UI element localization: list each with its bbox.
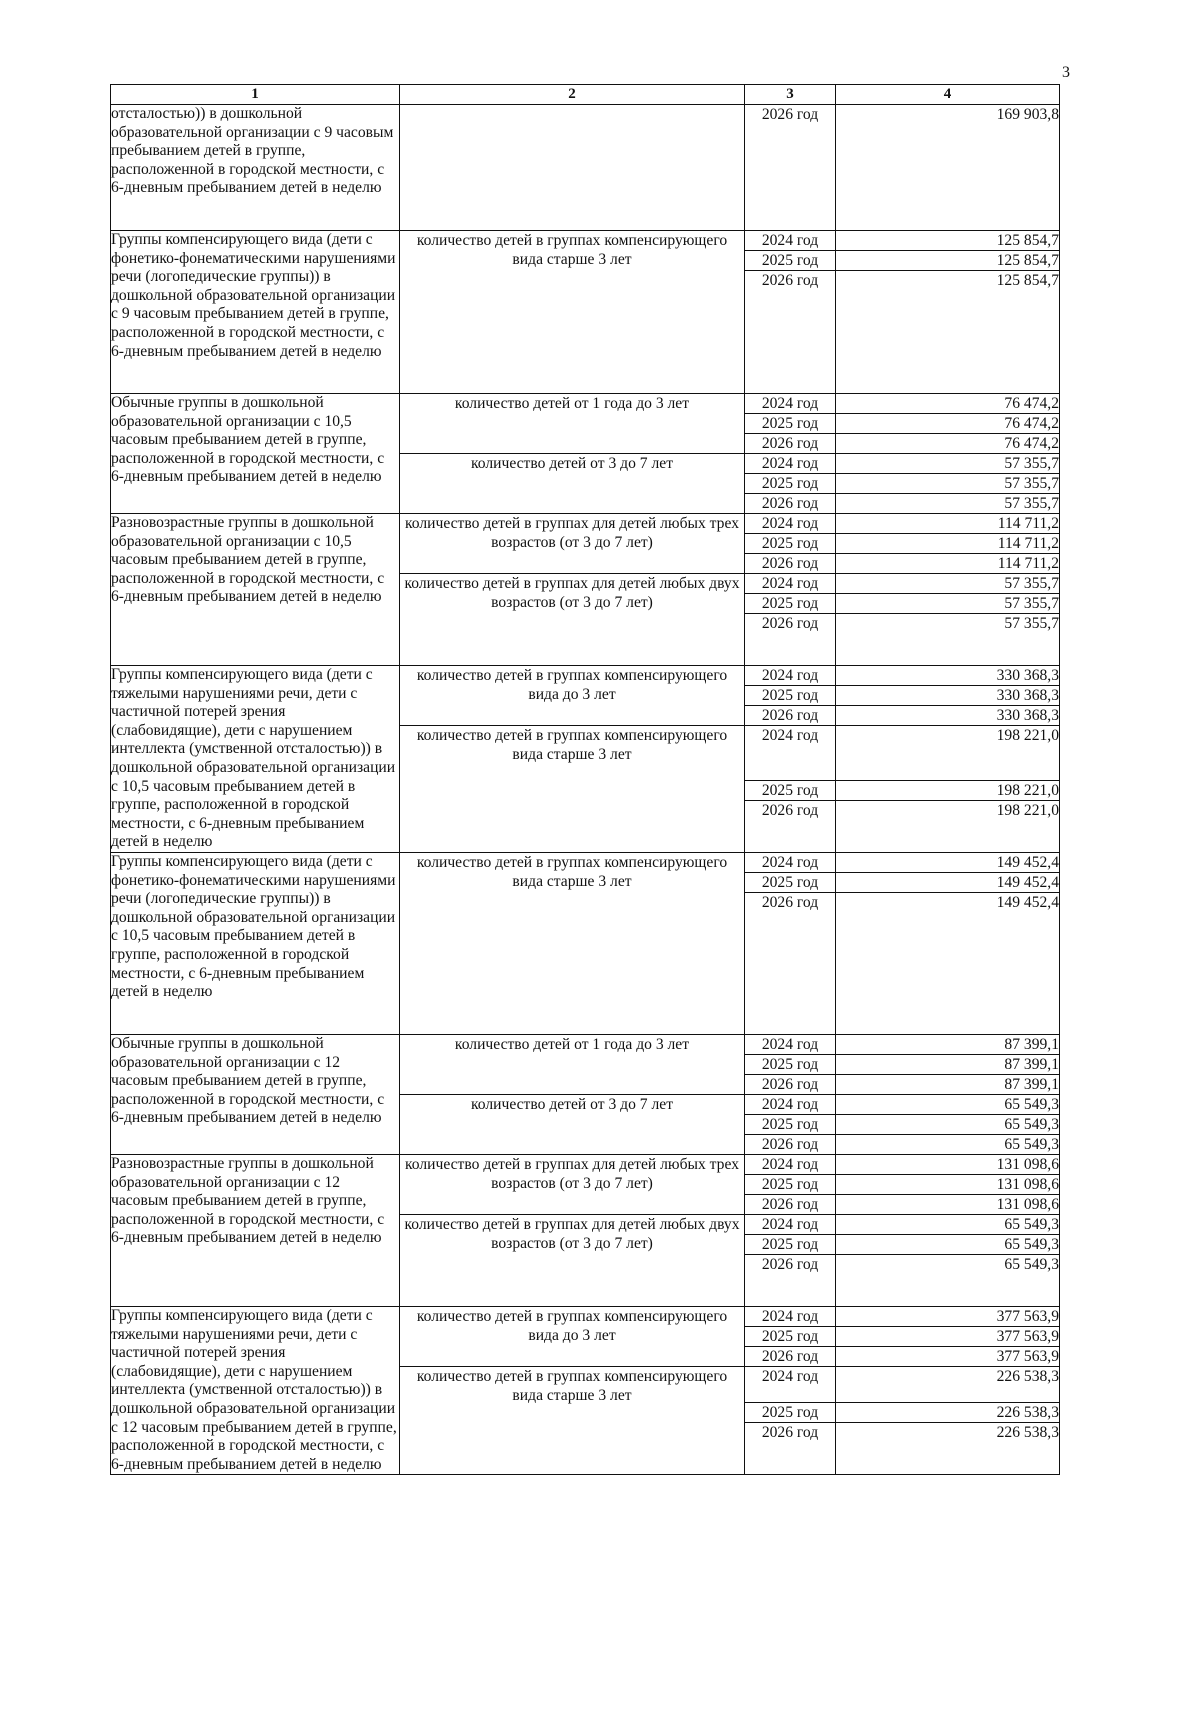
year-cell: 2026 год xyxy=(745,614,836,666)
year-cell: 2024 год xyxy=(745,726,836,781)
value-cell: 87 399,1 xyxy=(836,1074,1060,1094)
value-cell: 76 474,2 xyxy=(836,434,1060,454)
year-cell: 2026 год xyxy=(745,1074,836,1094)
value-cell: 226 538,3 xyxy=(836,1366,1060,1402)
value-cell: 57 355,7 xyxy=(836,574,1060,594)
year-cell: 2026 год xyxy=(745,554,836,574)
group-description-cell: Разновозрастные группы в дошкольной образовательной организации с 12 часовым пребыванием детей в группе, расположенной в городской местности, с 6-дневным пребыванием детей в неделю xyxy=(111,1154,400,1306)
indicator-cell: количество детей в группах компенсирующего вида до 3 лет xyxy=(400,666,745,726)
year-cell: 2025 год xyxy=(745,414,836,434)
group-description-cell: Группы компенсирующего вида (дети с фонетико-фонематическими нарушениями речи (логопедические группы)) в дошкольной образовательной организации с 10,5 часовым пребыванием детей в группе, расположенной в городской местности, с 6-дневным пребыванием детей в неделю xyxy=(111,852,400,1034)
year-cell: 2025 год xyxy=(745,1326,836,1346)
value-cell: 125 854,7 xyxy=(836,251,1060,271)
column-header-4: 4 xyxy=(836,85,1060,105)
table-row xyxy=(111,852,1060,872)
year-cell: 2026 год xyxy=(745,1194,836,1214)
value-cell: 131 098,6 xyxy=(836,1174,1060,1194)
year-cell: 2024 год xyxy=(745,1034,836,1054)
value-cell: 57 355,7 xyxy=(836,614,1060,666)
year-cell: 2025 год xyxy=(745,534,836,554)
value-cell: 330 368,3 xyxy=(836,706,1060,726)
value-cell: 330 368,3 xyxy=(836,666,1060,686)
year-cell: 2026 год xyxy=(745,494,836,514)
year-cell: 2026 год xyxy=(745,1423,836,1475)
year-cell: 2024 год xyxy=(745,231,836,251)
year-cell: 2024 год xyxy=(745,1214,836,1234)
indicator-cell: количество детей в группах компенсирующего вида старше 3 лет xyxy=(400,231,745,394)
year-cell: 2024 год xyxy=(745,574,836,594)
value-cell: 114 711,2 xyxy=(836,514,1060,534)
group-description-cell: Группы компенсирующего вида (дети с тяжелыми нарушениями речи, дети с частичной потерей зрения (слабовидящие), дети с нарушением интеллекта (умственной отсталостью)) в дошкольной образовательной организации с 12 часовым пребыванием детей в группе, расположенной в городской местности, с 6-дневным пребыванием детей в неделю xyxy=(111,1306,400,1474)
year-cell: 2026 год xyxy=(745,892,836,1034)
value-cell: 125 854,7 xyxy=(836,271,1060,394)
year-cell: 2025 год xyxy=(745,780,836,800)
year-cell: 2026 год xyxy=(745,105,836,231)
value-cell: 377 563,9 xyxy=(836,1346,1060,1366)
year-cell: 2026 год xyxy=(745,800,836,852)
year-cell: 2026 год xyxy=(745,706,836,726)
year-cell: 2025 год xyxy=(745,686,836,706)
page-number: 3 xyxy=(1062,64,1070,81)
table-row xyxy=(111,1034,1060,1054)
year-cell: 2026 год xyxy=(745,1134,836,1154)
indicator-cell: количество детей в группах компенсирующего вида старше 3 лет xyxy=(400,726,745,853)
group-description-cell: Разновозрастные группы в дошкольной образовательной организации с 10,5 часовым пребыванием детей в группе, расположенной в городской местности, с 6-дневным пребыванием детей в неделю xyxy=(111,514,400,666)
indicator-cell xyxy=(400,105,745,231)
value-cell: 87 399,1 xyxy=(836,1034,1060,1054)
value-cell: 131 098,6 xyxy=(836,1194,1060,1214)
year-cell: 2025 год xyxy=(745,1403,836,1423)
year-cell: 2026 год xyxy=(745,1254,836,1306)
indicator-cell: количество детей в группах компенсирующего вида старше 3 лет xyxy=(400,1366,745,1474)
value-cell: 65 549,3 xyxy=(836,1254,1060,1306)
indicator-cell: количество детей в группах для детей любых трех возрастов (от 3 до 7 лет) xyxy=(400,1154,745,1214)
table-body xyxy=(111,105,1060,1475)
year-cell: 2024 год xyxy=(745,1306,836,1326)
value-cell: 377 563,9 xyxy=(836,1306,1060,1326)
year-cell: 2024 год xyxy=(745,852,836,872)
indicator-cell: количество детей в группах компенсирующего вида до 3 лет xyxy=(400,1306,745,1366)
value-cell: 57 355,7 xyxy=(836,594,1060,614)
indicator-cell: количество детей в группах для детей любых трех возрастов (от 3 до 7 лет) xyxy=(400,514,745,574)
value-cell: 57 355,7 xyxy=(836,494,1060,514)
group-description-cell: Обычные группы в дошкольной образовательной организации с 12 часовым пребыванием детей в группе, расположенной в городской местности, с 6-дневным пребыванием детей в неделю xyxy=(111,1034,400,1154)
value-cell: 330 368,3 xyxy=(836,686,1060,706)
year-cell: 2024 год xyxy=(745,1094,836,1114)
year-cell: 2024 год xyxy=(745,394,836,414)
value-cell: 57 355,7 xyxy=(836,474,1060,494)
indicator-cell: количество детей от 1 года до 3 лет xyxy=(400,1034,745,1094)
value-cell: 131 098,6 xyxy=(836,1154,1060,1174)
year-cell: 2025 год xyxy=(745,474,836,494)
value-cell: 76 474,2 xyxy=(836,394,1060,414)
indicator-cell: количество детей от 3 до 7 лет xyxy=(400,454,745,514)
year-cell: 2026 год xyxy=(745,271,836,394)
value-cell: 149 452,4 xyxy=(836,892,1060,1034)
value-cell: 65 549,3 xyxy=(836,1214,1060,1234)
value-cell: 226 538,3 xyxy=(836,1403,1060,1423)
value-cell: 57 355,7 xyxy=(836,454,1060,474)
table-row xyxy=(111,1154,1060,1174)
table-row xyxy=(111,514,1060,534)
value-cell: 198 221,0 xyxy=(836,800,1060,852)
year-cell: 2024 год xyxy=(745,454,836,474)
table-row xyxy=(111,394,1060,414)
column-header-3: 3 xyxy=(745,85,836,105)
year-cell: 2024 год xyxy=(745,666,836,686)
value-cell: 76 474,2 xyxy=(836,414,1060,434)
indicator-cell: количество детей в группах для детей любых двух возрастов (от 3 до 7 лет) xyxy=(400,1214,745,1306)
value-cell: 65 549,3 xyxy=(836,1134,1060,1154)
table-row xyxy=(111,1306,1060,1326)
year-cell: 2024 год xyxy=(745,1154,836,1174)
year-cell: 2025 год xyxy=(745,1114,836,1134)
column-header-2: 2 xyxy=(400,85,745,105)
year-cell: 2024 год xyxy=(745,514,836,534)
year-cell: 2025 год xyxy=(745,1234,836,1254)
year-cell: 2025 год xyxy=(745,872,836,892)
value-cell: 149 452,4 xyxy=(836,872,1060,892)
value-cell: 114 711,2 xyxy=(836,534,1060,554)
indicator-cell: количество детей в группах компенсирующего вида старше 3 лет xyxy=(400,852,745,1034)
group-description-cell: Группы компенсирующего вида (дети с тяжелыми нарушениями речи, дети с частичной потерей зрения (слабовидящие), дети с нарушением интеллекта (умственной отсталостью)) в дошкольной образовательной организации с 10,5 часовым пребыванием детей в группе, расположенной в городской местности, с 6-дневным пребыванием детей в неделю xyxy=(111,666,400,853)
value-cell: 65 549,3 xyxy=(836,1234,1060,1254)
year-cell: 2025 год xyxy=(745,251,836,271)
value-cell: 169 903,8 xyxy=(836,105,1060,231)
value-cell: 65 549,3 xyxy=(836,1114,1060,1134)
table-row xyxy=(111,231,1060,251)
value-cell: 114 711,2 xyxy=(836,554,1060,574)
year-cell: 2025 год xyxy=(745,594,836,614)
value-cell: 65 549,3 xyxy=(836,1094,1060,1114)
year-cell: 2025 год xyxy=(745,1174,836,1194)
group-description-cell: отсталостью)) в дошкольной образовательной организации с 9 часовым пребыванием детей в группе, расположенной в городской местности, с 6-дневным пребыванием детей в неделю xyxy=(111,105,400,231)
table-header-row xyxy=(111,85,1060,105)
indicator-cell: количество детей в группах для детей любых двух возрастов (от 3 до 7 лет) xyxy=(400,574,745,666)
indicator-cell: количество детей от 1 года до 3 лет xyxy=(400,394,745,454)
value-cell: 198 221,0 xyxy=(836,780,1060,800)
group-description-cell: Группы компенсирующего вида (дети с фонетико-фонематическими нарушениями речи (логопедические группы)) в дошкольной образовательной организации с 9 часовым пребыванием детей в группе, расположенной в городской местности, с 6-дневным пребыванием детей в неделю xyxy=(111,231,400,394)
year-cell: 2026 год xyxy=(745,434,836,454)
group-description-cell: Обычные группы в дошкольной образовательной организации с 10,5 часовым пребыванием детей в группе, расположенной в городской местности, с 6-дневным пребыванием детей в неделю xyxy=(111,394,400,514)
column-header-1: 1 xyxy=(111,85,400,105)
value-cell: 125 854,7 xyxy=(836,231,1060,251)
year-cell: 2026 год xyxy=(745,1346,836,1366)
value-cell: 149 452,4 xyxy=(836,852,1060,872)
value-cell: 87 399,1 xyxy=(836,1054,1060,1074)
tariff-table xyxy=(110,84,1060,1475)
table-row xyxy=(111,105,1060,231)
year-cell: 2025 год xyxy=(745,1054,836,1074)
value-cell: 226 538,3 xyxy=(836,1423,1060,1475)
indicator-cell: количество детей от 3 до 7 лет xyxy=(400,1094,745,1154)
year-cell: 2024 год xyxy=(745,1366,836,1402)
table-row xyxy=(111,666,1060,686)
value-cell: 198 221,0 xyxy=(836,726,1060,781)
value-cell: 377 563,9 xyxy=(836,1326,1060,1346)
